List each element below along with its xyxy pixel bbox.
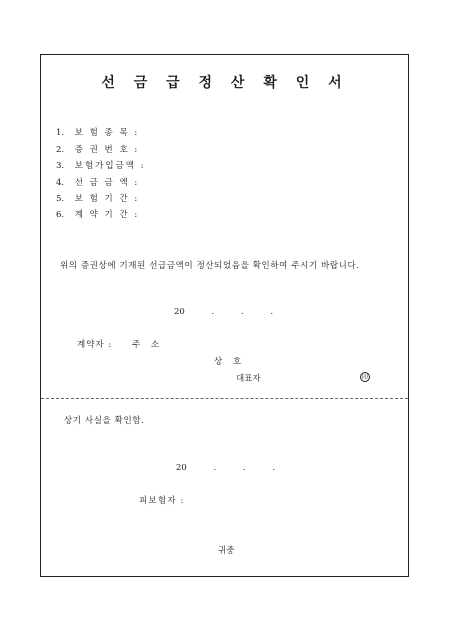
recipient-label: 귀중 [218,546,235,556]
item-label: 증 권 번 호 : [74,145,140,155]
representative-label: 대표자 [236,374,261,384]
insured-label: 피보험자 : [139,496,185,506]
date-line-2: 20 . . . [176,463,276,473]
item-policy-number [56,143,139,155]
item-advance-amount [56,176,139,188]
item-number: 6. [56,210,65,220]
item-label: 보 험 기 간 : [74,194,140,204]
item-number: 2. [56,145,65,155]
request-sentence: 위의 증권상에 기재된 선급금액이 정산되었음을 확인하여 주시기 바랍니다. [60,261,360,271]
item-label: 선 금 금 액 : [74,178,140,188]
item-number: 1. [56,128,65,138]
address-label: 주 소 [132,340,164,350]
item-insured-amount [56,159,146,171]
dashed-divider [41,398,408,399]
item-label: 보험가입금액 : [74,161,146,171]
item-number: 5. [56,194,65,204]
seal-icon: 印 [361,374,368,381]
confirm-sentence: 상기 사실을 확인함. [64,416,145,426]
item-number: 4. [56,178,65,188]
item-label: 계 약 기 간 : [74,210,140,220]
item-contract-period [56,208,139,220]
item-insurance-type [56,126,139,138]
company-label: 상 호 [214,357,246,367]
document-title: 선 금 급 정 산 확 인 서 [101,75,349,91]
date-line: 20 . . . [174,307,274,317]
item-number: 3. [56,161,65,171]
item-label: 보 험 종 목 : [74,128,140,138]
item-insurance-period [56,192,139,204]
contractor-label: 계약자 : [77,340,113,350]
